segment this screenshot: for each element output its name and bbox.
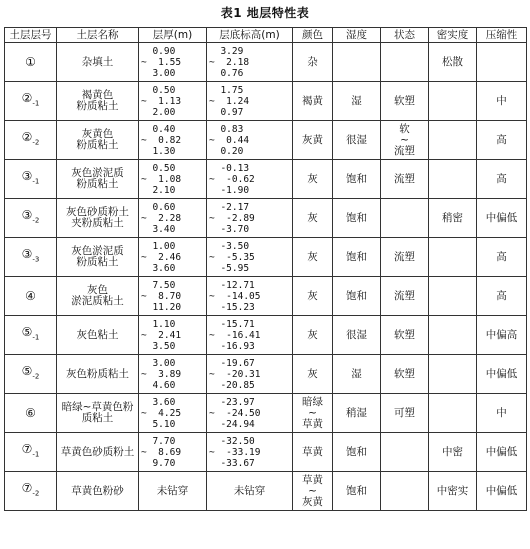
header-compressibility: 压缩性 xyxy=(477,28,527,43)
state-cell: 软 ~ 流塑 xyxy=(381,121,429,160)
density-cell: 松散 xyxy=(429,43,477,82)
thickness-cell: 7.70 ~ 8.69 9.70 xyxy=(139,433,207,472)
thickness-cell: 0.50 ~ 1.08 2.10 xyxy=(139,160,207,199)
compressibility-cell: 中 xyxy=(477,82,527,121)
layer-number-cell: $⑦_{-1}$ xyxy=(5,433,57,472)
color-cell: 褐黄 xyxy=(293,82,333,121)
table-row xyxy=(5,355,527,394)
bottom-elevation-cell: -3.50 ~ -5.35 -5.95 xyxy=(207,238,293,277)
table-title: 表1 地层特性表 xyxy=(220,6,310,20)
table-row xyxy=(5,121,527,160)
thickness-cell: 0.40 ~ 0.82 1.30 xyxy=(139,121,207,160)
thickness-cell: 0.60 ~ 2.28 3.40 xyxy=(139,199,207,238)
color-cell: 灰 xyxy=(293,355,333,394)
color-cell: 草黄 xyxy=(293,433,333,472)
state-cell xyxy=(381,43,429,82)
humidity-cell: 很湿 xyxy=(333,121,381,160)
state-cell: 流塑 xyxy=(381,160,429,199)
compressibility-cell: 高 xyxy=(477,238,527,277)
layer-name-cell: 灰色 淤泥质粘土 xyxy=(57,277,139,316)
density-cell xyxy=(429,238,477,277)
layer-name-cell: 灰色粉质粘土 xyxy=(57,355,139,394)
humidity-cell: 饱和 xyxy=(333,238,381,277)
state-cell: 可塑 xyxy=(381,394,429,433)
density-cell: 稍密 xyxy=(429,199,477,238)
compressibility-cell: 中偏高 xyxy=(477,316,527,355)
bottom-elevation-cell: -2.17 ~ -2.89 -3.70 xyxy=(207,199,293,238)
bottom-elevation-cell: -32.50 ~ -33.19 -33.67 xyxy=(207,433,293,472)
humidity-cell: 饱和 xyxy=(333,277,381,316)
thickness-cell: 0.50 ~ 1.13 2.00 xyxy=(139,82,207,121)
color-cell: 灰黄 xyxy=(293,121,333,160)
table-row xyxy=(5,160,527,199)
header-row xyxy=(5,28,527,43)
table-row xyxy=(5,394,527,433)
layer-name-cell: 草黄色粉砂 xyxy=(57,472,139,511)
thickness-cell: 3.00 ~ 3.89 4.60 xyxy=(139,355,207,394)
table-row xyxy=(5,277,527,316)
compressibility-cell: 中偏低 xyxy=(477,355,527,394)
compressibility-cell: 高 xyxy=(477,277,527,316)
layer-number-cell: $②_{-2}$ xyxy=(5,121,57,160)
color-cell: 暗绿 ~ 草黄 xyxy=(293,394,333,433)
bottom-elevation-cell: 1.75 ~ 1.24 0.97 xyxy=(207,82,293,121)
color-cell: 灰 xyxy=(293,316,333,355)
thickness-cell: 0.90 ~ 1.55 3.00 xyxy=(139,43,207,82)
humidity-cell: 湿 xyxy=(333,82,381,121)
density-cell xyxy=(429,121,477,160)
bottom-elevation-cell: 0.83 ~ 0.44 0.20 xyxy=(207,121,293,160)
density-cell xyxy=(429,82,477,121)
layer-number-cell: $③_{-1}$ xyxy=(5,160,57,199)
bottom-elevation-cell: -23.97 ~ -24.50 -24.94 xyxy=(207,394,293,433)
density-cell xyxy=(429,316,477,355)
humidity-cell: 很湿 xyxy=(333,316,381,355)
bottom-elevation-cell: -19.67 ~ -20.31 -20.85 xyxy=(207,355,293,394)
bottom-elevation-cell: -0.13 ~ -0.62 -1.90 xyxy=(207,160,293,199)
layer-name-cell: 草黄色砂质粉土 xyxy=(57,433,139,472)
layer-name-cell: 灰色砂质粉土 夹粉质粘土 xyxy=(57,199,139,238)
layer-number-cell: ④ xyxy=(5,277,57,316)
compressibility-cell: 高 xyxy=(477,160,527,199)
table-row xyxy=(5,199,527,238)
compressibility-cell: 高 xyxy=(477,121,527,160)
thickness-cell: 3.60 ~ 4.25 5.10 xyxy=(139,394,207,433)
color-cell: 灰 xyxy=(293,277,333,316)
layer-number-cell: $②_{-1}$ xyxy=(5,82,57,121)
state-cell: 流塑 xyxy=(381,238,429,277)
color-cell: 灰 xyxy=(293,199,333,238)
layer-number-cell: ⑥ xyxy=(5,394,57,433)
layer-number-cell: $⑦_{-2}$ xyxy=(5,472,57,511)
compressibility-cell: 中 xyxy=(477,394,527,433)
compressibility-cell: 中偏低 xyxy=(477,199,527,238)
bottom-elevation-cell: 3.29 ~ 2.18 0.76 xyxy=(207,43,293,82)
thickness-cell: 1.10 ~ 2.41 3.50 xyxy=(139,316,207,355)
table-row xyxy=(5,43,527,82)
thickness-cell: 7.50 ~ 8.70 11.20 xyxy=(139,277,207,316)
layer-name-cell: 灰色粘土 xyxy=(57,316,139,355)
thickness-cell: 1.00 ~ 2.46 3.60 xyxy=(139,238,207,277)
density-cell xyxy=(429,277,477,316)
table-row xyxy=(5,238,527,277)
header-humidity: 湿度 xyxy=(333,28,381,43)
bottom-elevation-cell: 未钻穿 xyxy=(207,472,293,511)
header-bottom-elevation: 层底标高(m) xyxy=(207,28,293,43)
table-row xyxy=(5,433,527,472)
state-cell xyxy=(381,433,429,472)
compressibility-cell: 中偏低 xyxy=(477,472,527,511)
humidity-cell xyxy=(333,43,381,82)
state-cell: 软塑 xyxy=(381,316,429,355)
thickness-cell: 未钻穿 xyxy=(139,472,207,511)
compressibility-cell: 中偏低 xyxy=(477,433,527,472)
bottom-elevation-cell: -12.71 ~ -14.05 -15.23 xyxy=(207,277,293,316)
header-color: 颜色 xyxy=(293,28,333,43)
layer-number-cell: ① xyxy=(5,43,57,82)
compressibility-cell xyxy=(477,43,527,82)
state-cell xyxy=(381,199,429,238)
layer-name-cell: 杂填土 xyxy=(57,43,139,82)
layer-name-cell: 灰色淤泥质 粉质粘土 xyxy=(57,160,139,199)
stratum-properties-table xyxy=(4,27,527,511)
layer-name-cell: 暗绿~草黄色粉 质粘土 xyxy=(57,394,139,433)
color-cell: 灰 xyxy=(293,160,333,199)
layer-name-cell: 褐黄色 粉质粘土 xyxy=(57,82,139,121)
density-cell: 中密实 xyxy=(429,472,477,511)
density-cell: 中密 xyxy=(429,433,477,472)
header-layer-no: 土层层号 xyxy=(5,28,57,43)
layer-number-cell: $⑤_{-1}$ xyxy=(5,316,57,355)
table-row xyxy=(5,82,527,121)
color-cell: 杂 xyxy=(293,43,333,82)
layer-number-cell: $③_{-2}$ xyxy=(5,199,57,238)
state-cell xyxy=(381,472,429,511)
humidity-cell: 稍湿 xyxy=(333,394,381,433)
humidity-cell: 饱和 xyxy=(333,472,381,511)
humidity-cell: 饱和 xyxy=(333,160,381,199)
density-cell xyxy=(429,394,477,433)
table-row xyxy=(5,472,527,511)
layer-name-cell: 灰黄色 粉质粘土 xyxy=(57,121,139,160)
table-row xyxy=(5,316,527,355)
header-layer-name: 土层名称 xyxy=(57,28,139,43)
color-cell: 草黄 ~ 灰黄 xyxy=(293,472,333,511)
state-cell: 软塑 xyxy=(381,82,429,121)
color-cell: 灰 xyxy=(293,238,333,277)
layer-name-cell: 灰色淤泥质 粉质粘土 xyxy=(57,238,139,277)
state-cell: 流塑 xyxy=(381,277,429,316)
density-cell xyxy=(429,160,477,199)
state-cell: 软塑 xyxy=(381,355,429,394)
bottom-elevation-cell: -15.71 ~ -16.41 -16.93 xyxy=(207,316,293,355)
header-density: 密实度 xyxy=(429,28,477,43)
header-state: 状态 xyxy=(381,28,429,43)
header-thickness: 层厚(m) xyxy=(139,28,207,43)
density-cell xyxy=(429,355,477,394)
layer-number-cell: $⑤_{-2}$ xyxy=(5,355,57,394)
humidity-cell: 饱和 xyxy=(333,433,381,472)
humidity-cell: 饱和 xyxy=(333,199,381,238)
humidity-cell: 湿 xyxy=(333,355,381,394)
layer-number-cell: $③_{-3}$ xyxy=(5,238,57,277)
